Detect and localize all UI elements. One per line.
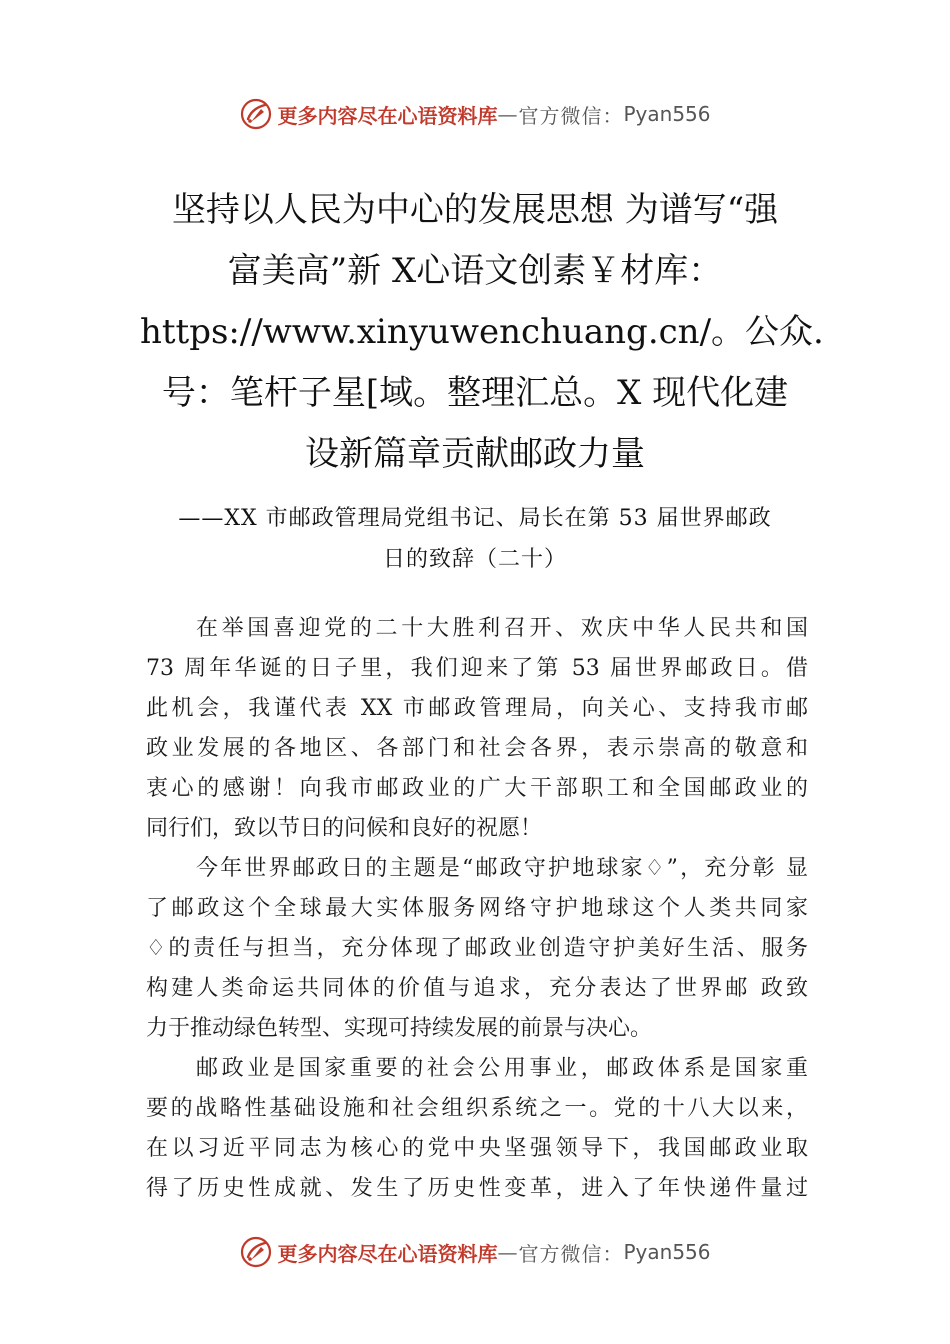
header-separator: — bbox=[497, 102, 519, 126]
footer-wechat-label: 官方微信： bbox=[518, 1241, 624, 1266]
footer-banner bbox=[0, 1230, 950, 1274]
header-brand-text: 更多内容尽在心语资料库 bbox=[277, 103, 498, 128]
body-line: 要的战略性基础设施和社会组织系统之一。党的十八大以来， bbox=[146, 1096, 808, 1121]
body-line: 政业发展的各地区、各部门和社会各界，表示崇高的敬意和 bbox=[146, 736, 808, 761]
body-line: 得了历史性成就、发生了历史性变革，进入了年快递件量过 bbox=[146, 1176, 808, 1201]
brand-logo-icon bbox=[239, 1235, 273, 1269]
subtitle-line: 日的致辞（二十） bbox=[382, 547, 567, 572]
header-banner bbox=[0, 92, 950, 136]
title-line: https://www.xinyuwenchuang.cn/。公众. bbox=[140, 312, 824, 352]
body-line: 同行们，致以节日的问候和良好的祝愿！ bbox=[146, 816, 543, 841]
header-wechat-handle: Pyan556 bbox=[623, 102, 711, 126]
body-line: 衷心的感谢！向我市邮政业的广大干部职工和全国邮政业的 bbox=[146, 776, 808, 801]
body-line: ♢的责任与担当，充分体现了邮政业创造守护美好生活、服务 bbox=[146, 936, 808, 961]
document-body bbox=[146, 609, 808, 1209]
body-line: 在以习近平同志为核心的党中央坚强领导下，我国邮政业取 bbox=[146, 1136, 808, 1161]
footer-brand-text: 更多内容尽在心语资料库 bbox=[277, 1241, 498, 1266]
title-line: 坚持以人民为中心的发展思想 为谱写“强 bbox=[171, 190, 779, 230]
header-wechat-label: 官方微信： bbox=[518, 103, 624, 128]
body-line: 邮政业是国家重要的社会公用事业，邮政体系是国家重 bbox=[196, 1056, 808, 1081]
document-subtitle bbox=[140, 498, 810, 580]
brand-logo-icon bbox=[239, 97, 273, 131]
footer-wechat-handle: Pyan556 bbox=[623, 1240, 711, 1264]
body-line: 构建人类命运共同体的价值与追求，充分表达了世界邮 政致 bbox=[146, 976, 808, 1001]
subtitle-line: ——XX 市邮政管理局党组书记、局长在第 53 届世界邮政 bbox=[178, 506, 772, 531]
footer-separator: — bbox=[497, 1240, 519, 1264]
body-line: 了邮政这个全球最大实体服务网络守护地球这个人类共同家 bbox=[146, 896, 808, 921]
title-line: 富美高”新 X心语文创素￥材库： bbox=[227, 251, 723, 291]
body-line: 在举国喜迎党的二十大胜利召开、欢庆中华人民共和国 bbox=[196, 616, 808, 641]
body-line: 力于推动绿色转型、实现可持续发展的前景与决心。 bbox=[146, 1016, 653, 1041]
document-title bbox=[140, 180, 824, 485]
body-line: 今年世界邮政日的主题是“邮政守护地球家♢”，充分彰 显 bbox=[196, 856, 808, 881]
body-line: 此机会，我谨代表 XX 市邮政管理局，向关心、支持我市邮 bbox=[146, 696, 808, 721]
title-line: 设新篇章贡献邮政力量 bbox=[305, 434, 645, 474]
title-line: 号：笔杆子星[域。整理汇总。X 现代化建 bbox=[161, 373, 789, 413]
body-line: 73 周年华诞的日子里，我们迎来了第 53 届世界邮政日。借 bbox=[146, 656, 808, 681]
